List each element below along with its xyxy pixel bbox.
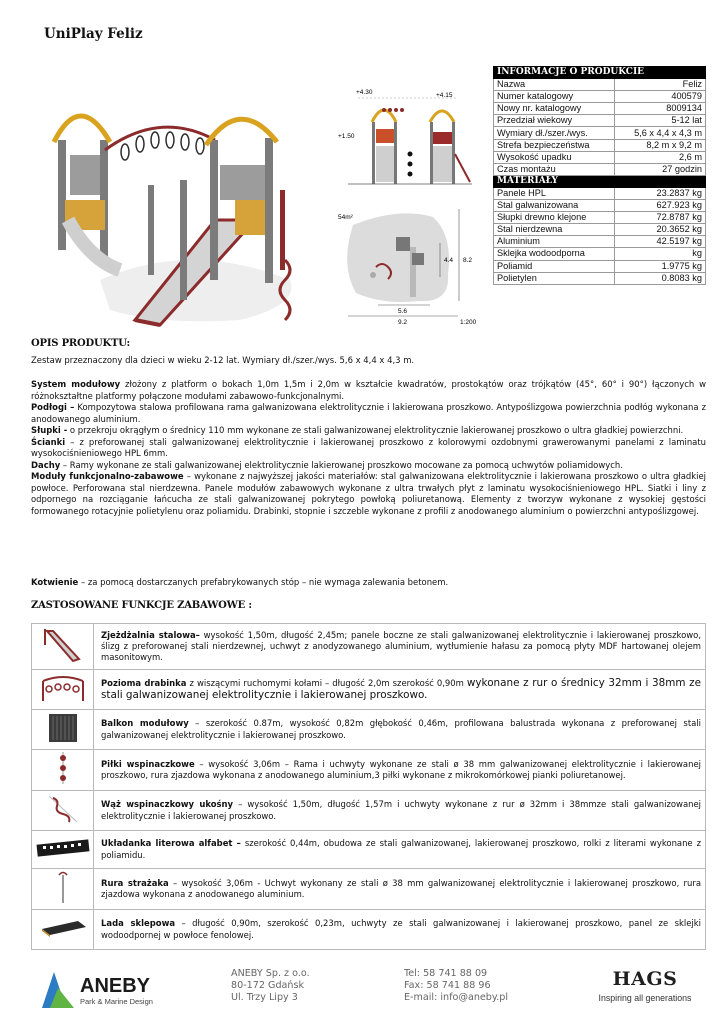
function-row: Lada sklepowa – długość 0,90m, szerokość 0,23m, uchwyty ze stali galwanizowanej i lakierowanej proszkowo, panel ze sklejki wodoodpornej w powłoce fenolowej. xyxy=(32,910,706,950)
functions-heading: ZASTOSOWANE FUNKCJE ZABAWOWE : xyxy=(31,600,252,611)
row-value: 8009134 xyxy=(614,103,705,115)
table-row xyxy=(494,79,706,91)
climbing-snake-icon xyxy=(45,792,81,826)
table-row xyxy=(494,187,706,199)
table-row xyxy=(494,115,706,127)
row-value: 8,2 m x 9,2 m xyxy=(614,139,705,151)
row-label: Wysokość upadku xyxy=(494,151,615,163)
row-label: Stal galwanizowana xyxy=(494,200,615,212)
plan-width-inner: 5.6 xyxy=(398,308,408,315)
functions-table xyxy=(31,623,706,950)
row-value: 1.9775 kg xyxy=(614,260,705,272)
company-contact xyxy=(404,968,508,1004)
company-street: Ul. Trzy Lipy 3 xyxy=(231,992,298,1003)
row-label: Wymiary dł./szer./wys. xyxy=(494,127,615,139)
walls-paragraph: Ścianki – z preforowanej stali galwanizowanej elektrolitycznie i lakierowanej proszkowo z kolorowymi ozdobnymi grawerowanymi panelami z laminatu wysokociśnieniowego HPL 6mm. xyxy=(31,436,706,458)
elevation-platform-height: +1.50 xyxy=(338,133,355,140)
company-address xyxy=(231,968,310,1004)
row-label: Poliamid xyxy=(494,260,615,272)
company-name: ANEBY Sp. z o.o. xyxy=(231,968,310,979)
company-city: 80-172 Gdańsk xyxy=(231,980,305,991)
table-row xyxy=(494,260,706,272)
plan-height-outer: 8.2 xyxy=(463,257,473,264)
table-row xyxy=(494,212,706,224)
climbing-balls-icon xyxy=(53,750,73,786)
aneby-tagline: Park & Marine Design xyxy=(80,997,153,1006)
horizontal-ladder-icon xyxy=(39,673,87,703)
row-value: 27 godzin xyxy=(614,163,705,175)
row-value: 2,6 m xyxy=(614,151,705,163)
row-value: 72.8787 kg xyxy=(614,212,705,224)
balcony-icon xyxy=(46,711,80,745)
function-row: Wąż wspinaczkowy ukośny – wysokość 1,50m, długość 1,57m i uchwyty wykonane z rur ø 32mm i 38mmze stali galwanizowanej elektrolitycznie i lakierowanej proszkowo. xyxy=(32,791,706,831)
hags-tagline: Inspiring all generations xyxy=(598,993,692,1003)
playground-illustration xyxy=(40,70,330,335)
plan-width-outer: 9.2 xyxy=(398,319,408,325)
table-row xyxy=(494,139,706,151)
roofs-paragraph: Dachy – Ramy wykonane ze stali galwanizowanej elektrolitycznie lakierowanej proszkowo mocowane za pomocą uchwytów poliamidowych. xyxy=(31,459,623,470)
elevation-drawing xyxy=(338,84,473,192)
product-title: UniPlay Feliz xyxy=(44,26,143,42)
materials-table-header: MATERIAŁY xyxy=(494,175,706,187)
table-row xyxy=(494,103,706,115)
contact-phone: Tel: 58 741 88 09 xyxy=(404,968,488,979)
table-row xyxy=(494,236,706,248)
row-label: Strefa bezpieczeństwa xyxy=(494,139,615,151)
table-row xyxy=(494,127,706,139)
system-paragraph: System modułowy złożony z platform o bokach 1,0m 1,5m i 2,0m w kształcie kwadratów, prostokątów oraz trójkątów (45°, 60° i 90°) łączonych w różnokształtne platformy połączone modułami zabawowo-funkcjonalnymi. xyxy=(31,379,706,401)
table-row xyxy=(494,248,706,260)
table-row xyxy=(494,224,706,236)
slide-icon xyxy=(41,625,85,665)
row-value: Feliz xyxy=(614,79,705,91)
posts-paragraph: Słupki - o przekroju okrągłym o średnicy 110 mm wykonane ze stali galwanizowanej elektrolitycznie lakierowanej proszkowo o ultra gładkiej powierzchni. xyxy=(31,425,684,435)
row-label: Sklejka wodoodporna xyxy=(494,248,615,260)
function-row: Balkon modułowy – szerokość 0.87m, wysokość 0,82m głębokość 0,46m, profilowana balustrada wykonana z preforowanej stali galwanizowanej elektrolitycznie i lakierowanej proszkowo. xyxy=(32,710,706,750)
row-value: 5,6 x 4,4 x 4,3 m xyxy=(614,127,705,139)
table-row xyxy=(494,151,706,163)
aneby-brand: ANEBY xyxy=(80,975,151,997)
row-label: Stal nierdzewna xyxy=(494,224,615,236)
info-table-header: INFORMACJE O PRODUKCIE xyxy=(494,67,706,79)
description-intro: Zestaw przeznaczony dla dzieci w wieku 2-12 lat. Wymiary dł./szer./wys. 5,6 x 4,4 x 4,3 m. xyxy=(31,355,415,365)
floors-paragraph: Podłogi – Kompozytowa stalowa profilowana rama galwanizowana elektrolitycznie i lakierowana proszkowo. Antypoślizgowa powierzchnia podłóg wykonana z anodowanego aluminium. xyxy=(31,402,706,424)
row-label: Nazwa xyxy=(494,79,615,91)
row-value: 5-12 lat xyxy=(614,115,705,127)
row-label: Panele HPL xyxy=(494,187,615,199)
row-value: 20.3652 kg xyxy=(614,224,705,236)
contact-fax: Fax: 58 741 88 96 xyxy=(404,980,491,991)
row-label: Aluminium xyxy=(494,236,615,248)
hags-brand: HAGS xyxy=(612,968,678,990)
table-row xyxy=(494,272,706,284)
elevation-right-height: +4.15 xyxy=(436,92,453,99)
description-body xyxy=(31,379,706,517)
row-label: Przedział wiekowy xyxy=(494,115,615,127)
table-row xyxy=(494,163,706,175)
row-value: 400579 xyxy=(614,91,705,103)
row-label: Numer katalogowy xyxy=(494,91,615,103)
row-label: Polietylen xyxy=(494,272,615,284)
product-info-table xyxy=(493,66,706,285)
anchor-paragraph: Kotwienie – za pomocą dostarczanych prefabrykowanych stóp – nie wymaga zalewania betonem. xyxy=(31,577,449,587)
row-value: 23.2837 kg xyxy=(614,187,705,199)
description-heading: OPIS PRODUKTU: xyxy=(31,338,130,349)
modules-paragraph: Moduły funkcjonalno-zabawowe – wykonane z najwyższej jakości materiałów: stal galwanizowana elektrolitycznie i lakierowana proszkowo o ultra gładkiej powłoce. Perforowana stal nierdzewna. Panele modułów zabawowych wykonane z ultra trwałych płyt z laminatu wysokociśnieniowego HPL. Siatki i liny z odpornego na rozciąganie łańcucha ze stali galwanizowanej pokrytego powłoką poliuretanową. Elementy z tworzyw wykonane z wysokiej gęstości formowanego rotacyjnie polietylenu oraz poliamidu. Drabinki, stopnie i szczeble wykonane z profili z anodowanego aluminium o powierzchni antypoślizgowej. xyxy=(31,471,706,516)
plan-area: 54m² xyxy=(338,214,353,221)
row-label: Słupki drewno klejone xyxy=(494,212,615,224)
hags-logo xyxy=(595,968,695,1003)
row-value: kg xyxy=(614,248,705,260)
contact-email[interactable]: E-mail: info@aneby.pl xyxy=(404,992,509,1003)
plan-drawing xyxy=(338,205,485,325)
row-value: 42.5197 kg xyxy=(614,236,705,248)
row-value: 0.8083 kg xyxy=(614,272,705,284)
plan-height-inner: 4.4 xyxy=(444,257,454,264)
table-row xyxy=(494,200,706,212)
row-value: 627.923 kg xyxy=(614,200,705,212)
alphabet-puzzle-icon xyxy=(35,838,91,858)
aneby-logo xyxy=(40,968,170,1010)
fireman-pole-icon xyxy=(55,869,71,905)
function-row: Rura strażaka – wysokość 3,06m - Uchwyt wykonany ze stali ø 38 mm galwanizowanej elektrolitycznie i lakierowanej proszkowo, rura zjazdowa wykonana z anodowanego aluminium. xyxy=(32,869,706,910)
shop-counter-icon xyxy=(38,917,88,939)
elevation-left-height: +4.30 xyxy=(356,89,373,96)
row-label: Nowy nr. katalogowy xyxy=(494,103,615,115)
function-row: Zjeżdżalnia stalowa– wysokość 1,50m, długość 2,45m; panele boczne ze stali galwanizowanej elektrolitycznie i lakierowanej proszkowo, ślizg z preforowanej stali nierdzewnej, uchwyt z anodyzowanego aluminium, wytłumienie hałasu za pomocą płyty MDF hartowanej olejem masonitowym. xyxy=(32,624,706,670)
row-label: Czas montażu xyxy=(494,163,615,175)
function-row: Piłki wspinaczkowe – wysokość 3,06m – Rama i uchwyty wykonane ze stali ø 38 mm galwanizowanej elektrolitycznie i lakierowanej proszkowo, rura zjazdowa wykonana z anodowanego aluminium,3 piłki wykonane z mikrokomórkowej pianki poliuretanowej. xyxy=(32,750,706,791)
function-row: Pozioma drabinka z wiszącymi ruchomymi kołami – długość 2,0m szerokość 0,90m wykonane z rur o średnicy 32mm i 38mm ze stali galwanizowanej elektrolitycznie i lakierowanej proszkowo. xyxy=(32,670,706,710)
plan-scale: 1:200 xyxy=(460,319,477,325)
table-row xyxy=(494,91,706,103)
function-row: Układanka literowa alfabet – szerokość 0,44m, obudowa ze stali galwanizowanej, lakierowanej proszkowo, rolki z literami wykonane z poliamidu. xyxy=(32,831,706,869)
